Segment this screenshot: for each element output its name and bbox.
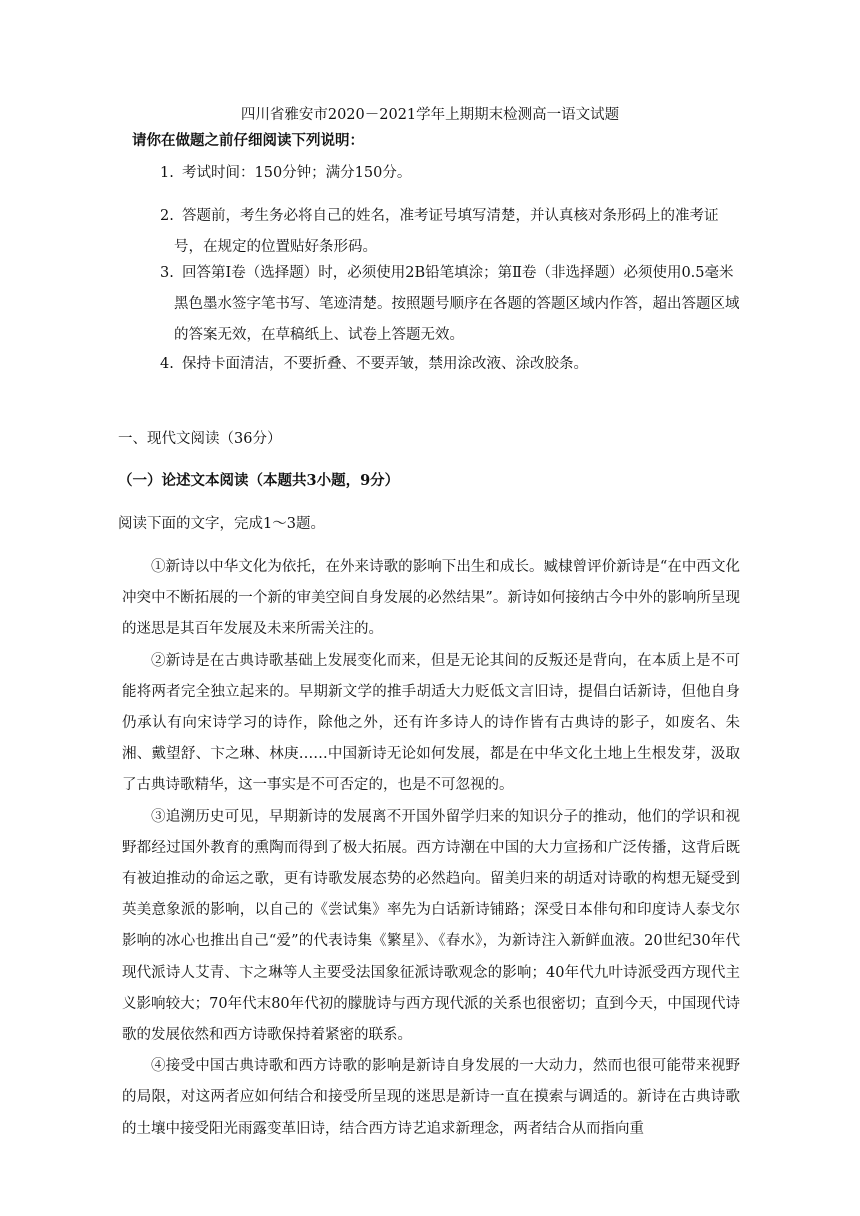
instruction-item-3 — [160, 258, 740, 351]
notice-heading: 请你在做题之前仔细阅读下列说明： — [132, 132, 364, 149]
instruction-text: 保持卡面清洁，不要折叠、不要弄皱，禁用涂改液、涂改胶条。 — [182, 356, 588, 372]
subsection-heading: （一）论述文本阅读（本题共3小题，9分） — [118, 472, 400, 489]
instruction-item-2 — [160, 201, 740, 263]
instruction-number: 3. — [160, 265, 174, 281]
instruction-text: 答题前，考生务必将自己的姓名，准考证号填写清楚，并认真核对条形码上的准考证号，在规定的位置贴好条形码。 — [174, 208, 719, 255]
article-paragraph-2: ②新诗是在古典诗歌基础上发展变化而来，但是无论其间的反叛还是背向，在本质上是不可能将两者完全独立起来的。早期新文学的推手胡适大力贬低文言旧诗，提倡白话新诗，但他自身仍承认有向宋诗学习的诗作，除他之外，还有许多诗人的诗作皆有古典诗的影子，如废名、朱湘、戴望舒、卞之琳、林庚……中国新诗无论如何发展，都是在中华文化土地上生根发芽，汲取了古典诗歌精华，这一事实是不可否定的，也是不可忽视的。 — [122, 652, 740, 794]
article-paragraph-4: ④接受中国古典诗歌和西方诗歌的影响是新诗自身发展的一大动力，然而也很可能带来视野的局限，对这两者应如何结合和接受所呈现的迷思是新诗一直在摸索与调适的。新诗在古典诗歌的土壤中接受阳光雨露变革旧诗，结合西方诗艺追求新理念，两者结合从而指向重 — [122, 1058, 740, 1137]
instruction-item-1 — [160, 158, 740, 189]
instruction-item-4 — [160, 349, 740, 380]
reading-prompt: 阅读下面的文字，完成1～3题。 — [118, 516, 325, 532]
instruction-text: 回答第Ⅰ卷（选择题）时，必须使用2B铅笔填涂；第Ⅱ卷（非选择题）必须使用0.5毫米黑色墨水签字笔书写、笔迹清楚。按照题号顺序在各题的答题区域内作答，超出答题区域的答案无效，在草稿纸上、试卷上答题无效。 — [174, 265, 740, 343]
page-title: 四川省雅安市2020－2021学年上期期末检测高一语文试题 — [240, 107, 620, 123]
instruction-number: 4. — [160, 356, 174, 372]
instruction-number: 2. — [160, 208, 174, 224]
article-paragraph-1: ①新诗以中华文化为依托，在外来诗歌的影响下出生和成长。臧棣曾评价新诗是“在中西文化冲突中不断拓展的一个新的审美空间自身发展的必然结果”。新诗如何接纳古今中外的影响所呈现的迷思是其百年发展及未来所需关注的。 — [122, 559, 740, 638]
article-paragraph-3: ③追溯历史可见，早期新诗的发展离不开国外留学归来的知识分子的推动，他们的学识和视野都经过国外教育的熏陶而得到了极大拓展。西方诗潮在中国的大力宣扬和广泛传播，这背后既有被迫推动的命运之歌，更有诗歌发展态势的必然趋向。留美归来的胡适对诗歌的构想无疑受到英美意象派的影响，以自己的《尝试集》率先为白话新诗铺路；深受日本俳句和印度诗人泰戈尔影响的冰心也推出自己“爱”的代表诗集《繁星》、《春水》，为新诗注入新鲜血液。20世纪30年代现代派诗人艾青、卞之琳等人主要受法国象征派诗歌观念的影响；40年代九叶诗派受西方现代主义影响较大；70年代末80年代初的朦胧诗与西方现代派的关系也很密切；直到今天，中国现代诗歌的发展依然和西方诗歌保持着紧密的联系。 — [122, 808, 740, 1044]
section-heading: 一、现代文阅读（36分） — [118, 431, 282, 447]
instruction-number: 1. — [160, 165, 174, 181]
article-body — [122, 552, 740, 1145]
instruction-text: 考试时间：150分钟；满分150分。 — [182, 165, 412, 181]
